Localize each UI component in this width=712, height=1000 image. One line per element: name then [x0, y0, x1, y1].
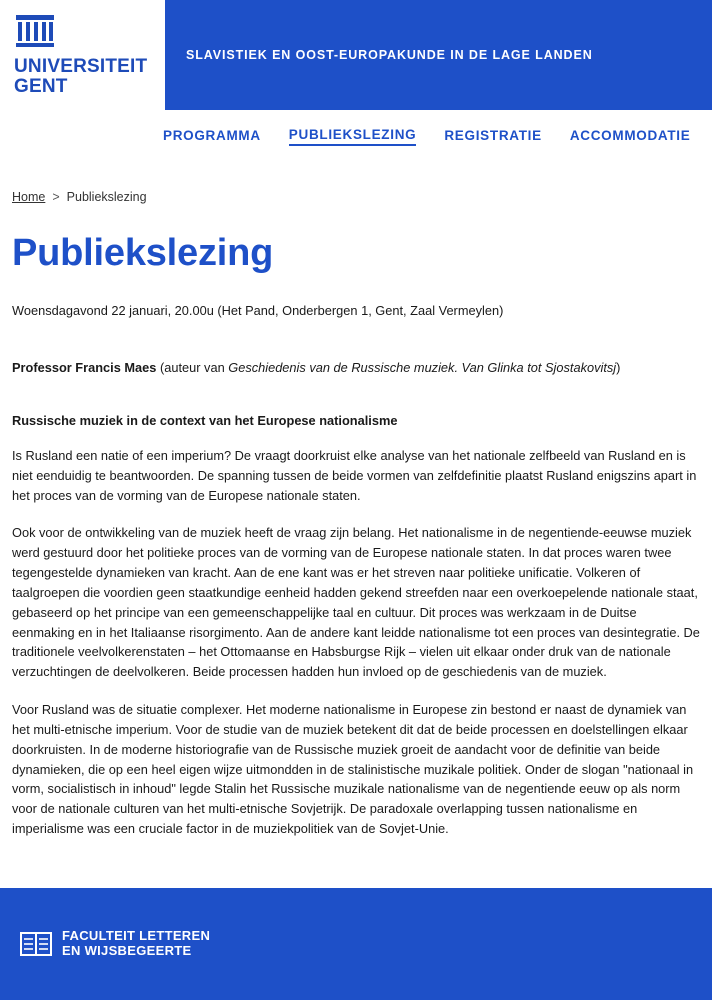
lecture-subject: Russische muziek in de context van het Europese nationalisme — [12, 413, 398, 428]
body-paragraph-2: Ook voor de ontwikkeling van de muziek heeft de vraag zijn belang. Het nationalisme in de negentiende-eeuwse muziek werd gestuurd door het politieke proces van de vorming van de Europese nationale staten. In dat proces waren twee tegengestelde dynamieken van kracht. Aan de ene kant was er het streven naar politieke unificatie. Volkeren of taalgroepen die voordien geen staatkundige eenheid hadden gekend streefden naar een overkoepelende nationale staat, gebaseerd op het principe van een gemeenschappelijke taal en cultuur. Dit proces was werkzaam in de Duitse eenmaking en in het Italiaanse risorgimento. Aan de andere kant leidde nationalisme tot een proces van desintegratie. De traditionele veelvolkerenstaten – het Ottomaanse en Habsburgse Rijk – vielen uit elkaar onder druk van de nationale verzuchtingen de deelvolkeren. Beide processen hadden hun invloed op de geschiedenis van de muziek. — [12, 525, 700, 680]
nav-item-publiekslezing[interactable]: PUBLIEKSLEZING — [289, 127, 417, 146]
main-content — [0, 162, 712, 839]
page-title: Publiekslezing — [12, 232, 274, 274]
speaker-suffix: ) — [616, 360, 621, 375]
faculty-logo[interactable] — [20, 929, 210, 959]
speaker-name: Professor Francis Maes — [12, 360, 157, 375]
main-navigation — [0, 110, 712, 162]
faculty-name-line-1: FACULTEIT LETTEREN — [62, 928, 211, 944]
logo-line-2: GENT — [14, 76, 68, 97]
breadcrumb-home-link[interactable]: Home — [12, 190, 46, 204]
faculty-name — [62, 929, 210, 959]
speaker-line — [12, 360, 700, 375]
header-banner — [165, 0, 712, 110]
open-book-icon — [20, 931, 52, 957]
speaker-book-title: Geschiedenis van de Russische muziek. Van Glinka tot Sjostakovitsj — [228, 360, 617, 375]
ugent-logo[interactable] — [0, 0, 165, 110]
breadcrumb-current: Publiekslezing — [66, 190, 147, 204]
breadcrumb — [12, 162, 700, 204]
university-building-icon — [14, 13, 56, 53]
nav-item-accommodatie[interactable]: ACCOMMODATIE — [569, 127, 691, 143]
nav-item-programma[interactable]: PROGRAMMA — [163, 127, 261, 143]
faculty-name-line-2: EN WIJSBEGEERTE — [62, 943, 192, 958]
site-header — [0, 0, 712, 110]
body-paragraph-1: Is Rusland een natie of een imperium? De vraagt doorkruist elke analyse van het nationale zelfbeeld van Rusland en is niet eenduidig te beantwoorden. De spanning tussen de beide vormen van zelfdefinitie plaatst Rusland enigszins apart in het proces van de vorming van de Europese nationale staten. — [12, 448, 697, 503]
logo-line-1: UNIVERSITEIT — [14, 56, 148, 78]
speaker-prefix: (auteur van — [156, 360, 229, 375]
nav-item-registratie[interactable]: REGISTRATIE — [444, 127, 542, 143]
banner-title: SLAVISTIEK EN OOST-EUROPAKUNDE IN DE LAGE LANDEN — [186, 48, 593, 62]
event-datetime-location: Woensdagavond 22 januari, 20.00u (Het Pand, Onderbergen 1, Gent, Zaal Vermeylen) — [12, 303, 504, 318]
site-footer — [0, 888, 712, 1000]
breadcrumb-separator: > — [52, 190, 60, 204]
body-paragraph-3: Voor Rusland was de situatie complexer. Het moderne nationalisme in Europese zin bestond er naast de dynamiek van het multi-etnische imperium. Voor de studie van de muziek betekent dit dat de beide processen en doelstellingen elkaar doorkruisten. In de moderne historiografie van de Russische muziek groeit de aandacht voor de definitie van beide dynamieken, die op een heel eigen wijze uitmondden in de stalinistische muzikale politiek. Onder de slogan "nationaal in vorm, socialistisch in inhoud" legde Stalin het Russische muzikale nationalisme van de negentiende eeuw op als norm voor de nationale culturen van het multi-etnische Sovjetrijk. De paradoxale overlapping tussen nationalisme en imperialisme was een cruciale factor in de muziekpolitiek van de Sovjet-Unie. — [12, 702, 694, 837]
